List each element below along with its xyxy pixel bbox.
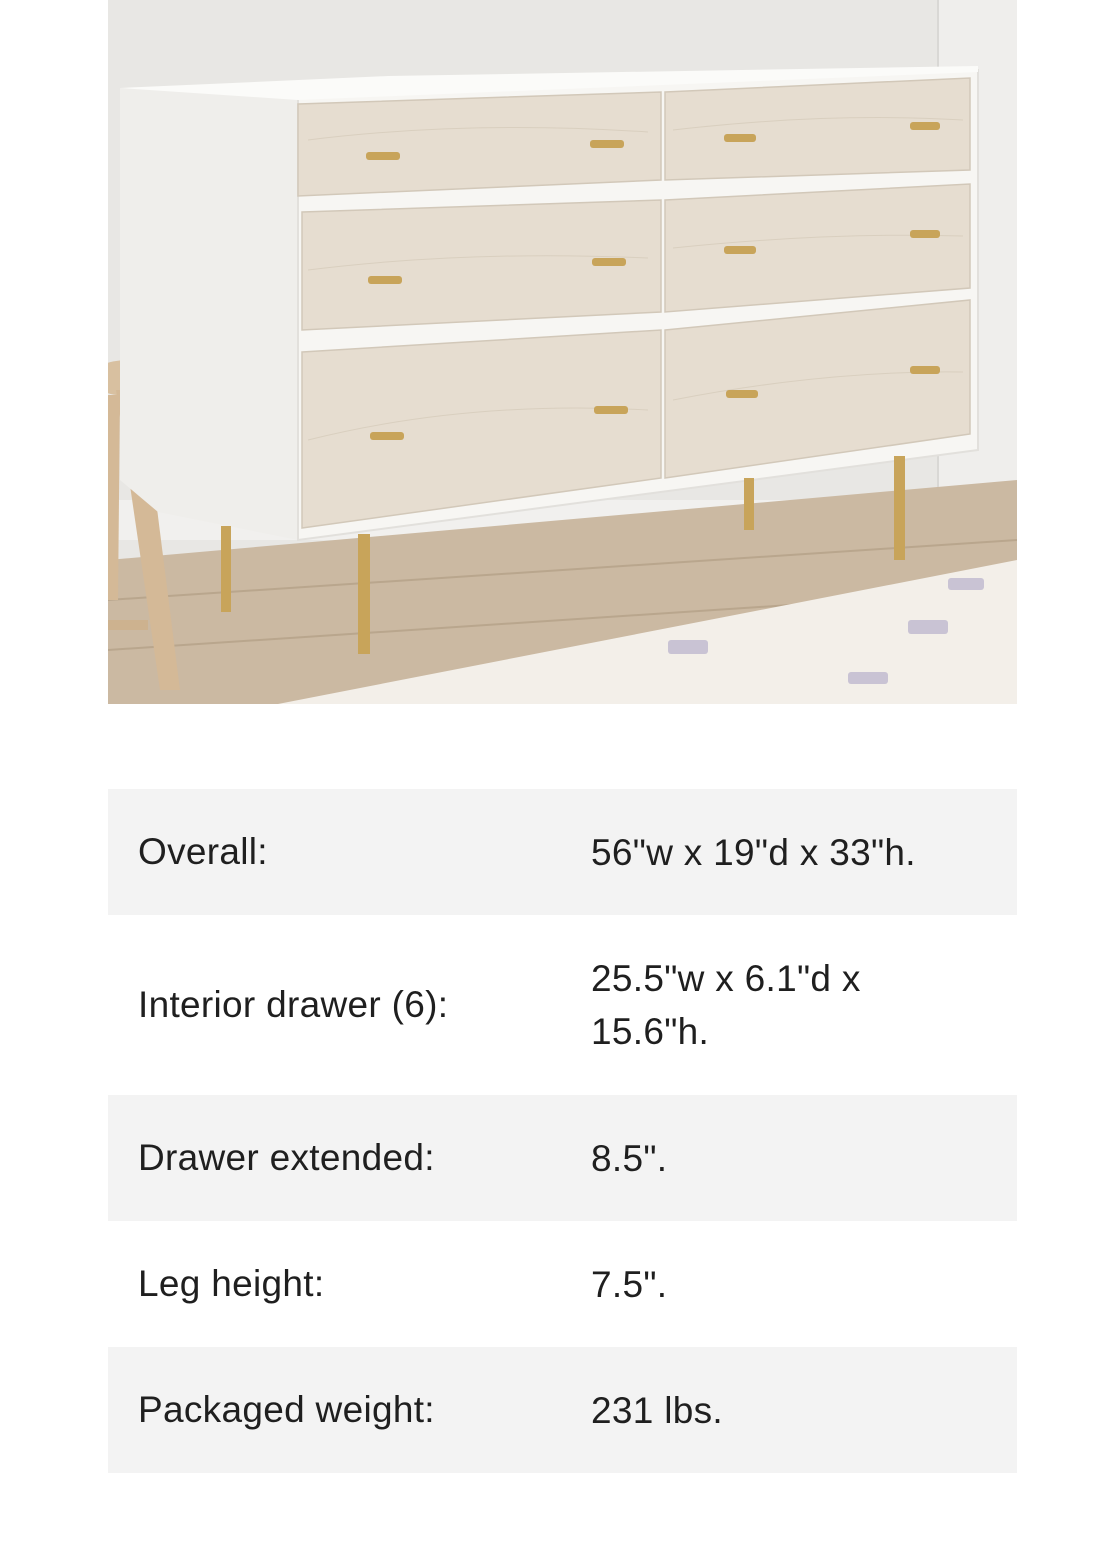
product-image [108,0,1017,704]
dimension-label: Interior drawer (6): [138,984,449,1025]
dimension-value: 231 lbs. [591,1389,723,1431]
dimension-label: Leg height: [138,1263,325,1304]
dresser-photo [108,0,1017,704]
dimension-label: Packaged weight: [138,1389,435,1430]
dimensions-table [108,789,1017,1473]
dimension-value: 7.5". [591,1263,668,1305]
dimension-row-overall [108,789,1017,915]
dimension-value: 25.5"w x 6.1"d x 15.6"h. [591,958,861,1052]
dimension-row-leg-height [108,1221,1017,1347]
dimension-value: 56"w x 19"d x 33"h. [591,831,916,873]
dimension-row-packaged-weight [108,1347,1017,1473]
dimension-label: Overall: [138,831,268,872]
dimension-row-drawer-extended [108,1095,1017,1221]
dimension-value: 8.5". [591,1137,668,1179]
dimension-row-interior-drawer [108,915,1017,1095]
dimension-label: Drawer extended: [138,1137,435,1178]
